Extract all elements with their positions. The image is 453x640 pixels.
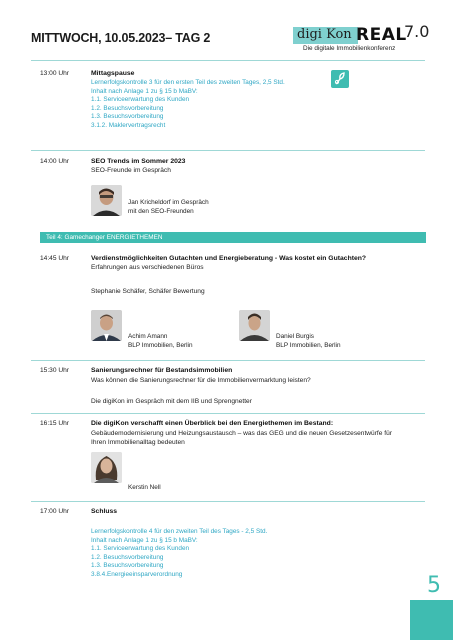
speaker-name: Achim Amann [128, 333, 168, 340]
session-subtitle: Ihren Immobilienalltag bedeuten [91, 439, 185, 446]
leaf-glass-icon [331, 70, 349, 88]
detail-line: Inhalt nach Anlage 1 zu § 15 b MaBV: [91, 536, 198, 544]
session-title: Schluss [91, 508, 118, 515]
session-subtitle: Erfahrungen aus verschiedenen Büros [91, 264, 204, 271]
speaker-photo [91, 310, 122, 341]
section-band-label: Teil 4: Gamechanger ENERGIETHEMEN [46, 234, 163, 241]
logo-right-text: REAL [356, 25, 407, 45]
session-subtitle: Gebäudemodernisierung und Heizungsaustausch – was das GEG und die neuen Gesetzesentwürfe für [91, 430, 392, 437]
speaker-caption [128, 199, 209, 216]
session-title: Die digiKon verschafft einen Überblick bei den Energiethemen im Bestand: [91, 420, 334, 427]
session-title: Mittagspause [91, 70, 135, 77]
speaker-photo [91, 452, 122, 483]
detail-line: 1.1. Serviceerwartung des Kunden [91, 545, 190, 552]
speaker-caption [276, 333, 341, 350]
session-time: 14:45 Uhr [40, 255, 69, 262]
speaker-affiliation: BLP Immobilien, Berlin [276, 341, 341, 349]
detail-line: 1.3. Besuchsvorbereitung [91, 113, 164, 120]
detail-line: Lernerfolgskontrolle 3 für den ersten Teil des zweiten Tages, 2,5 Std. [91, 79, 285, 86]
session-time: 14:00 Uhr [40, 158, 69, 165]
session-detail-list [91, 528, 267, 579]
detail-line: Inhalt nach Anlage 1 zu § 15 b MaBV: [91, 87, 198, 95]
session-time: 16:15 Uhr [40, 420, 69, 427]
section-divider [31, 150, 425, 151]
page-title: MITTWOCH, 10.05.2023– TAG 2 [31, 31, 211, 45]
session-subtitle: Was können die Sanierungsrechner für die Immobilienvermarktung leisten? [91, 377, 311, 384]
logo-subtitle: Die digitale Immobilienkonferenz [303, 45, 396, 52]
speaker-name: Jan Kricheldorf im Gespräch [128, 199, 209, 206]
session-title: Verdienstmöglichkeiten Gutachten und Energieberatung - Was kostet ein Gutachten? [91, 255, 367, 262]
session-time: 17:00 Uhr [40, 508, 69, 515]
session-detail-list [91, 79, 285, 130]
session-title: SEO Trends im Sommer 2023 [91, 158, 186, 165]
moderator-name: Stephanie Schäfer, Schäfer Bewertung [91, 288, 205, 295]
section-divider [31, 413, 425, 414]
corner-accent [410, 600, 453, 640]
speaker-photo [239, 310, 270, 341]
speaker-caption [128, 333, 193, 350]
section-band [40, 232, 426, 243]
session-title: Sanierungsrechner für Bestandsimmobilien [91, 367, 233, 374]
page-number: 5 [427, 573, 441, 598]
logo-version: 7.0 [404, 22, 430, 41]
section-divider [31, 501, 425, 502]
header-divider [31, 60, 425, 61]
session-time: 15:30 Uhr [40, 367, 69, 374]
session-time: 13:00 Uhr [40, 70, 69, 77]
detail-line: Lernerfolgskontrolle 4 für den zweiten Teil des Tages - 2,5 Std. [91, 528, 268, 535]
session-subtitle: SEO-Freunde im Gespräch [91, 167, 171, 174]
detail-line: 1.2. Besuchsvorbereitung [91, 104, 164, 112]
detail-line: 3.8.4.Energieeinsparverordnung [91, 570, 183, 578]
detail-line: 1.1. Serviceerwartung des Kunden [91, 96, 190, 103]
speaker-name: Daniel Burgis [276, 333, 315, 340]
conference-logo [293, 22, 430, 58]
speaker-photo [91, 185, 122, 216]
detail-line: 1.2. Besuchsvorbereitung [91, 553, 164, 561]
speaker-affiliation: BLP Immobilien, Berlin [128, 341, 193, 349]
speaker-name: Kerstin Nell [128, 484, 161, 491]
section-divider [31, 360, 425, 361]
detail-line: 1.3. Besuchsvorbereitung [91, 562, 164, 569]
speaker-affiliation: mit den SEO-Freunden [128, 207, 194, 215]
detail-line: 3.1.2. Maklervertragsrecht [91, 121, 166, 129]
logo-left-text: digi Kon [297, 27, 352, 42]
session-note: Die digiKon im Gespräch mit dem IIB und Sprengnetter [91, 398, 252, 405]
